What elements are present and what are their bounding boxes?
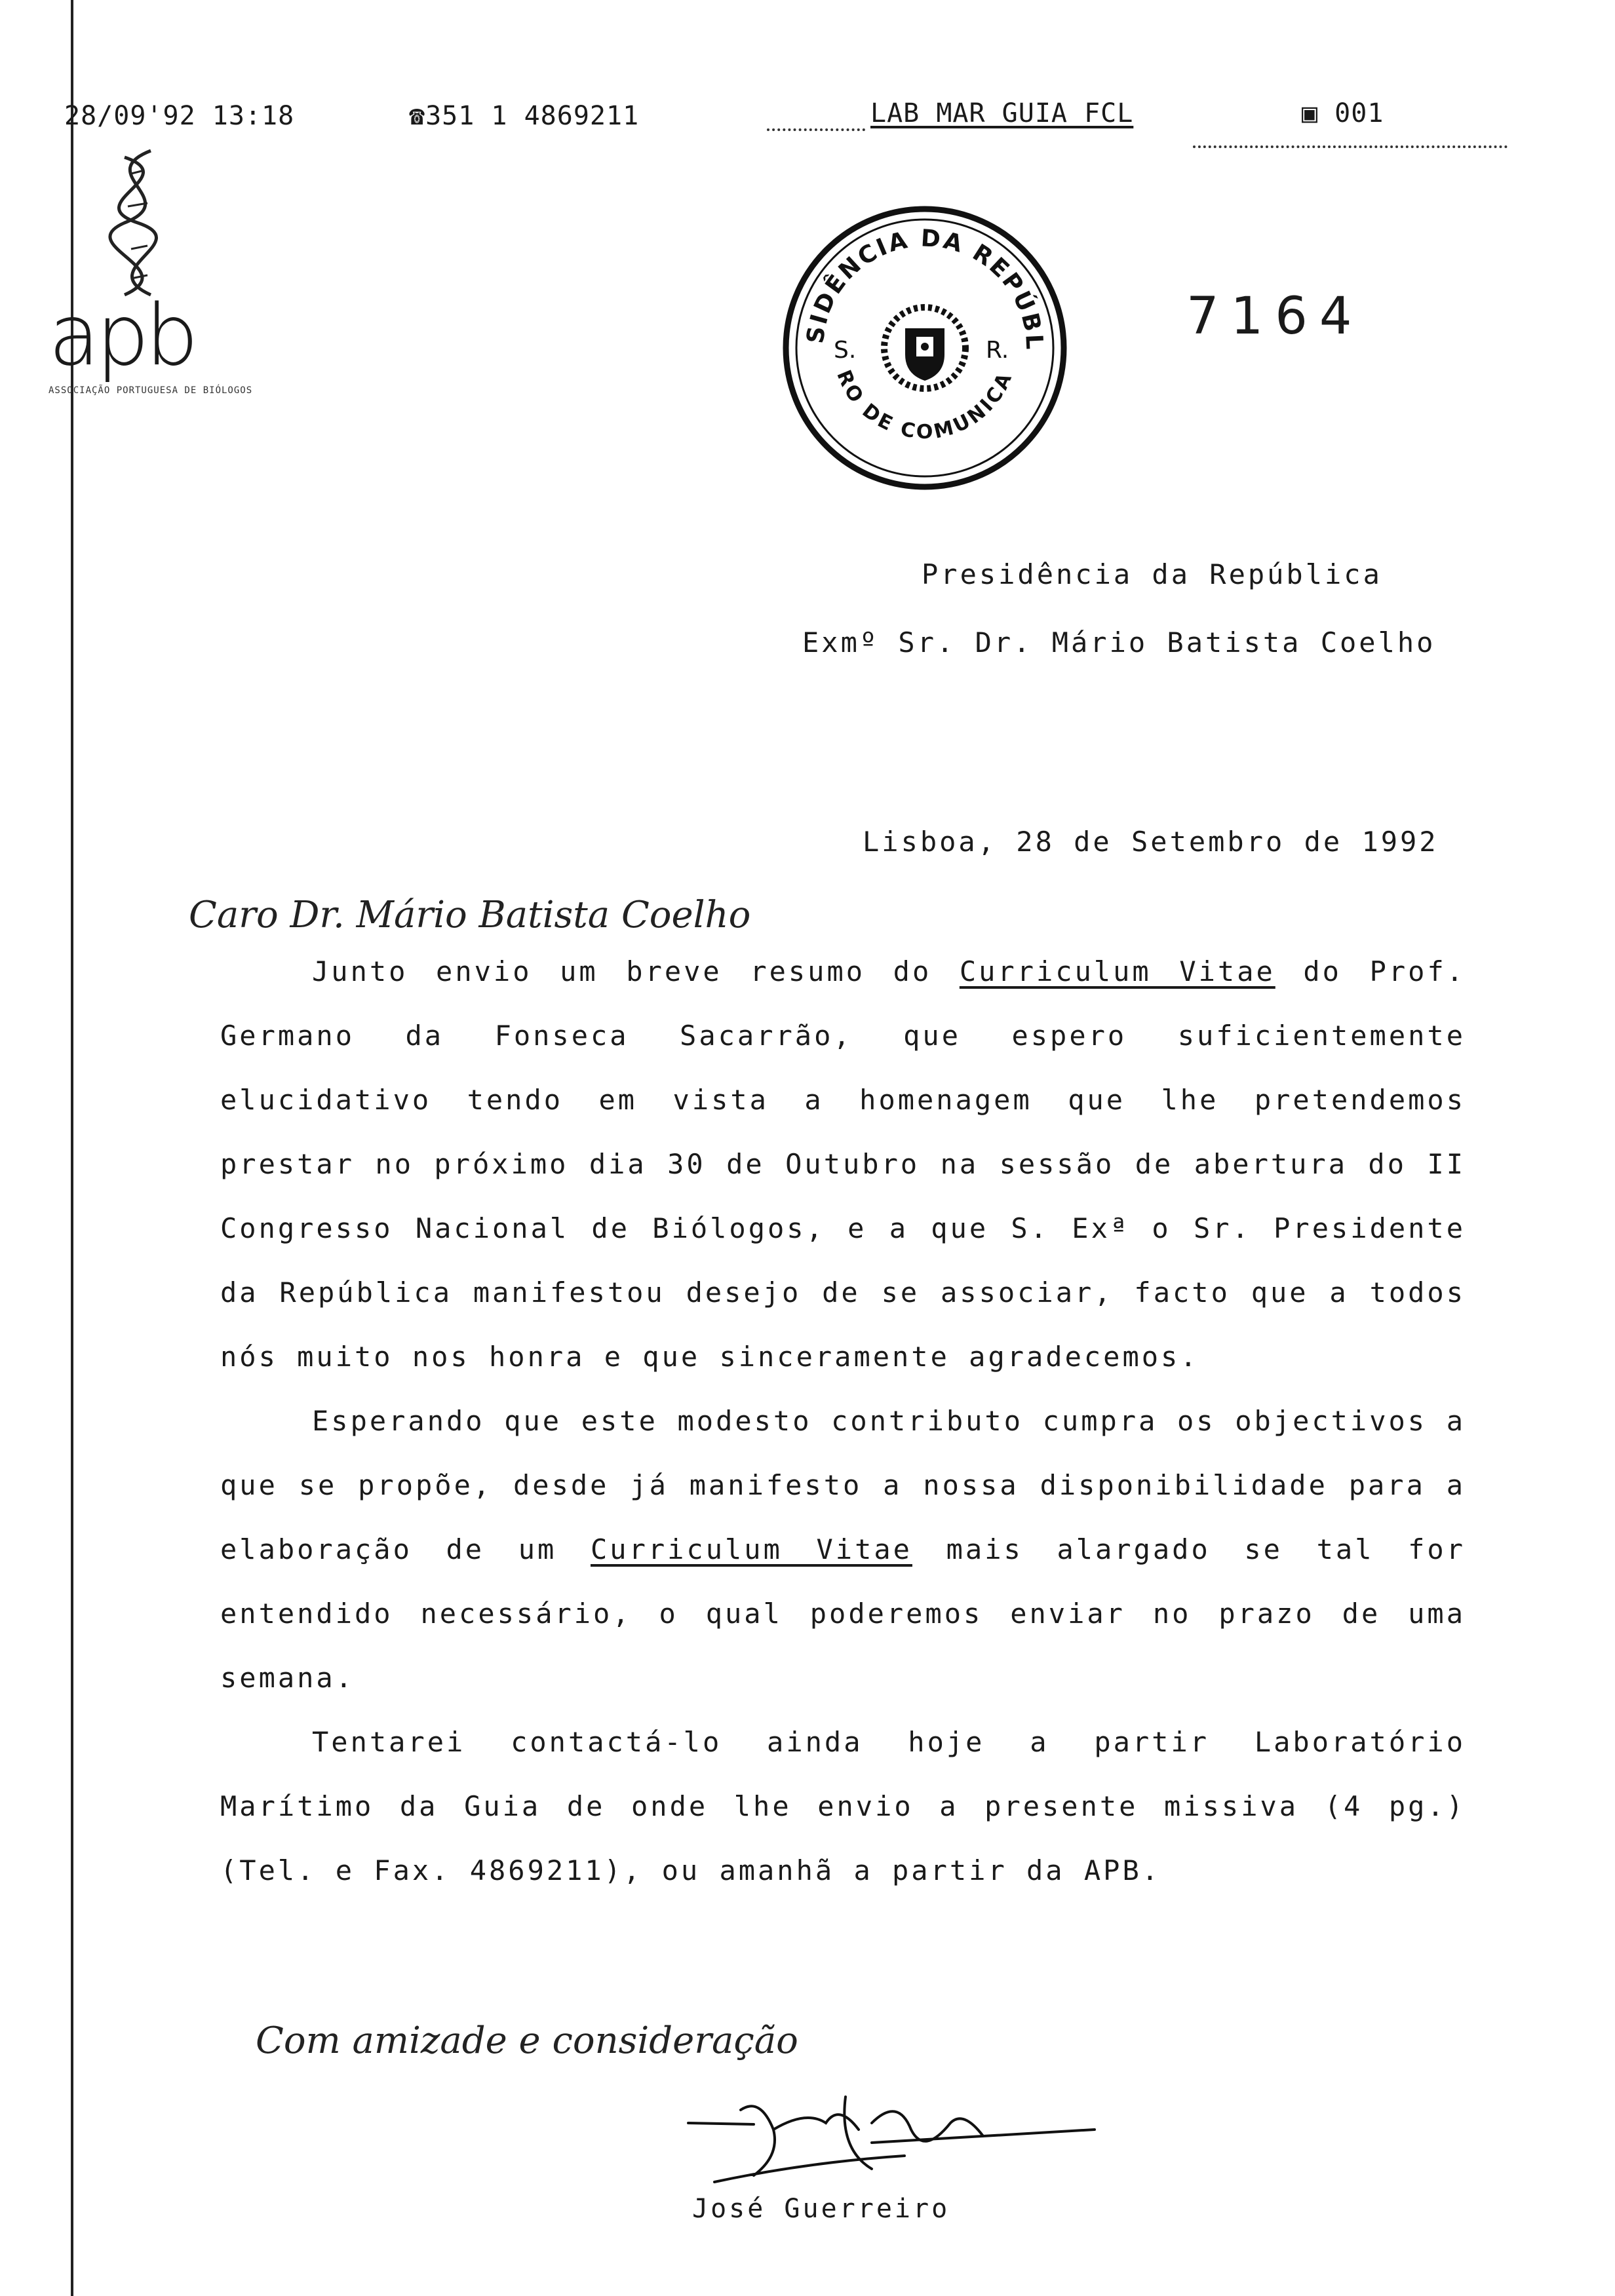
curriculum-vitae-underlined-1: Curriculum Vitae xyxy=(959,955,1275,987)
paragraph-2 xyxy=(220,1389,1466,1710)
paragraph-3: Tentarei contactá-lo ainda hoje a partir Laboratório Marítimo da Guia de onde lhe envio a presente missiva (4 pg.) (Tel. e Fax. 4869211), ou amanhã a partir da APB. xyxy=(220,1726,1466,1886)
header-dots xyxy=(767,128,865,131)
paragraph-2-text-b: mais alargado se tal for entendido necessário, o qual poderemos enviar no prazo de uma semana. xyxy=(220,1533,1466,1694)
recipient-line-2: Exmº Sr. Dr. Mário Batista Coelho xyxy=(802,626,1436,659)
fax-phone: ☎351 1 4869211 xyxy=(409,101,640,131)
header-dots-right xyxy=(1193,145,1508,148)
fax-sender: LAB MAR GUIA FCL xyxy=(870,98,1134,128)
presidency-stamp xyxy=(777,201,1072,495)
handwritten-salutation: Caro Dr. Mário Batista Coelho xyxy=(189,894,751,936)
stamp-bottom-text: RO DE COMUNICA xyxy=(832,366,1018,444)
logo-text: apb xyxy=(49,287,195,385)
stamp-seal-icon xyxy=(777,201,1072,495)
curriculum-vitae-underlined-2: Curriculum Vitae xyxy=(591,1533,912,1565)
coat-of-arms-icon xyxy=(884,307,965,389)
paragraph-1-text-a: Junto envio um breve resumo do xyxy=(312,955,960,987)
date-line: Lisboa, 28 de Setembro de 1992 xyxy=(863,826,1439,858)
paragraph-2-text-a: Esperando que este modesto contributo cumpra os objectivos a que se propõe, desde já manifesto a nossa disponibilidade para a elaboração de um xyxy=(220,1405,1466,1565)
fax-datetime: 28/09'92 13:18 xyxy=(64,101,295,131)
stamp-outer-text: SIDÊNCIA DA REPÚBL xyxy=(802,225,1048,353)
fax-page: ▣ 001 xyxy=(1302,98,1384,128)
dna-helix-icon xyxy=(85,144,203,301)
logo-subtitle: ASSOCIAÇÃO PORTUGUESA DE BIÓLOGOS xyxy=(49,385,253,396)
stamp-left-letter: S. xyxy=(834,337,857,364)
signature-scribble-icon xyxy=(675,2084,1108,2189)
signatory-name: José Guerreiro xyxy=(692,2194,950,2224)
recipient-line-1: Presidência da República xyxy=(922,558,1382,590)
paragraph-1 xyxy=(220,940,1466,1389)
stamp-right-letter: R. xyxy=(986,337,1009,364)
signature xyxy=(675,2084,1108,2189)
handwritten-closing: Com amizade e consideração xyxy=(256,2019,798,2062)
reference-number: 7164 xyxy=(1186,287,1364,346)
apb-logo xyxy=(39,144,253,432)
letter-body xyxy=(220,940,1466,1903)
paragraph-1-text-b: do Prof. Germano da Fonseca Sacarrão, que espero suficientemente elucidativo tendo em vista a homenagem que lhe pretendemos prestar no próximo dia 30 de Outubro na sessão de abertura do II Congresso Nacional de Biólogos, e a que S. Exª o Sr. Presidente da República manifestou desejo de se associar, facto que a todos nós muito nos honra e que sinceramente agradecemos. xyxy=(220,955,1466,1373)
